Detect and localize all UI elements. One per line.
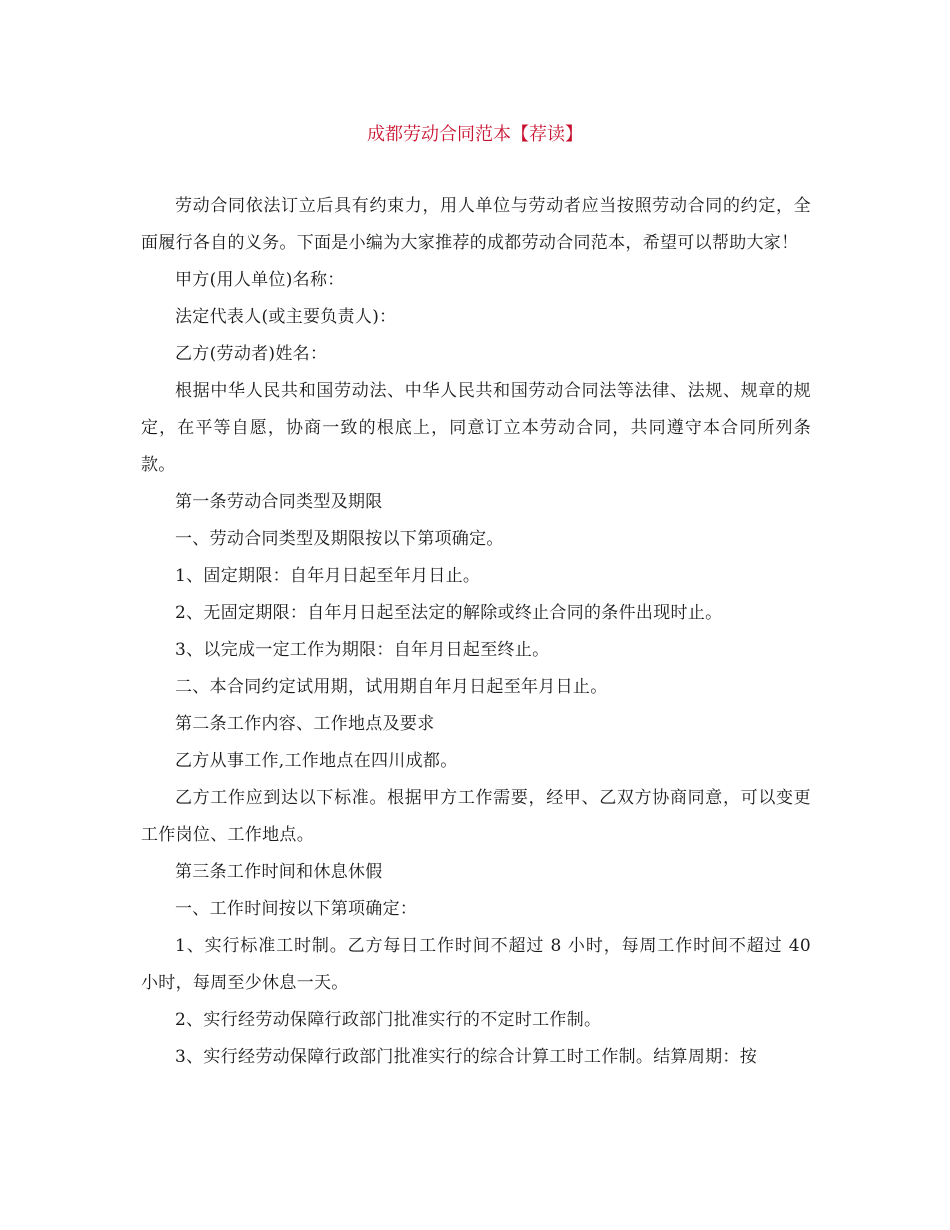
paragraph: 第二条工作内容、工作地点及要求 <box>175 714 435 734</box>
paragraph: 法定代表人(或主要负责人)： <box>175 307 397 327</box>
paragraph: 第一条劳动合同类型及期限 <box>175 492 383 512</box>
paragraph: 3、实行经劳动保障行政部门批准实行的综合计算工时工作制。结算周期：按 <box>175 1047 758 1067</box>
paragraph: 一、劳动合同类型及期限按以下第项确定。 <box>175 529 504 549</box>
paragraph: 1、实行标准工时制。乙方每日工作时间不超过 8 小时，每周工作时间不超过 40 小时，每周至少休息一天。 <box>141 936 811 993</box>
document-body <box>141 188 811 1076</box>
paragraph: 2、无固定期限：自年月日起至法定的解除或终止合同的条件出现时止。 <box>175 603 723 623</box>
paragraph: 乙方工作应到达以下标准。根据甲方工作需要，经甲、乙双方协商同意，可以变更工作岗位、工作地点。 <box>141 788 811 845</box>
paragraph: 1、固定期限：自年月日起至年月日止。 <box>175 566 481 586</box>
document-title: 成都劳动合同范本【荐读】 <box>367 124 583 145</box>
paragraph: 劳动合同依法订立后具有约束力，用人单位与劳动者应当按照劳动合同的约定，全面履行各自的义务。下面是小编为大家推荐的成都劳动合同范本，希望可以帮助大家！ <box>141 196 811 253</box>
paragraph: 根据中华人民共和国劳动法、中华人民共和国劳动合同法等法律、法规、规章的规定，在平等自愿，协商一致的根底上，同意订立本劳动合同，共同遵守本合同所列条款。 <box>141 381 811 475</box>
paragraph: 二、本合同约定试用期，试用期自年月日起至年月日止。 <box>175 677 608 697</box>
paragraph: 2、实行经劳动保障行政部门批准实行的不定时工作制。 <box>175 1010 602 1030</box>
paragraph: 乙方从事工作,工作地点在四川成都。 <box>175 751 458 771</box>
paragraph: 乙方(劳动者)姓名： <box>175 344 328 364</box>
paragraph: 第三条工作时间和休息休假 <box>175 862 383 882</box>
paragraph: 一、工作时间按以下第项确定： <box>175 899 418 919</box>
paragraph: 3、以完成一定工作为期限：自年月日起至终止。 <box>175 640 550 660</box>
paragraph: 甲方(用人单位)名称： <box>175 270 345 290</box>
